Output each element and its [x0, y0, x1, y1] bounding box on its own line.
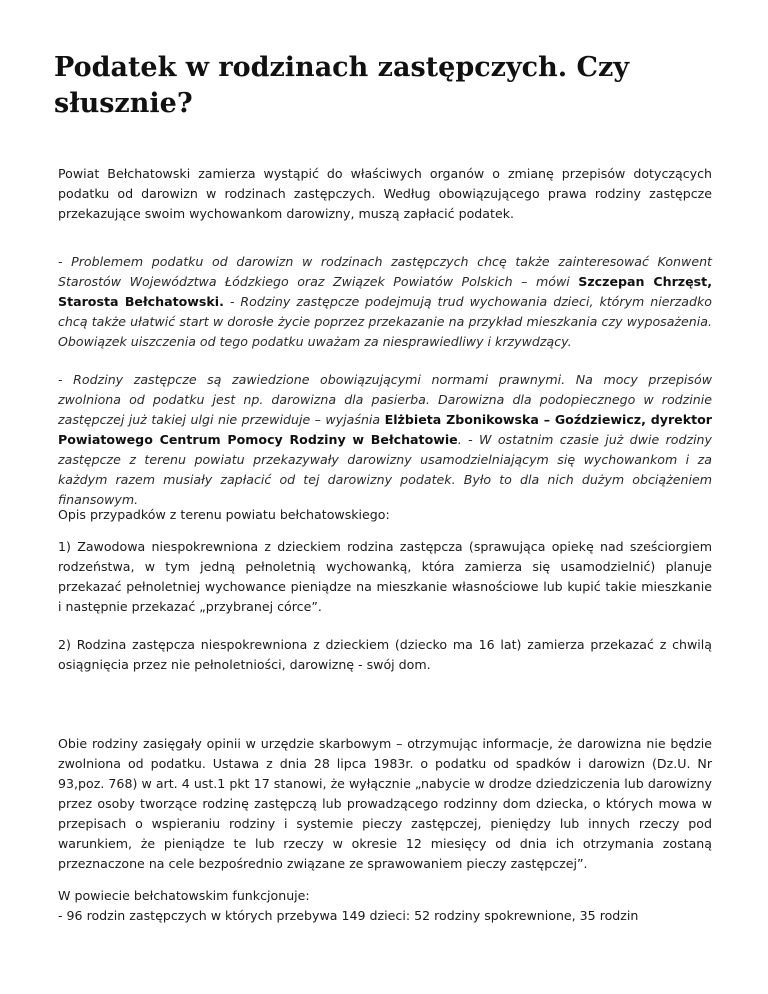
- title-line-1: Podatek w rodzinach zastępczych. Czy: [54, 52, 630, 83]
- statistics-line-2: - 96 rodzin zastępczych w których przebywa 149 dzieci: 52 rodziny spokrewnione, 35 rodzin: [58, 908, 639, 923]
- quote-starosta-speaker: Szczepan Chrzęst, Starosta Bełchatowski.: [58, 274, 712, 309]
- quote-director-paragraph: [58, 370, 712, 510]
- statistics-paragraph: [58, 886, 712, 926]
- quote-starosta-paragraph: [58, 252, 712, 352]
- quote-starosta-text-1: - Problemem podatku od darowizn w rodzinach zastępczych chcę także zainteresować Konwent Starostów Województwa Łódzkiego oraz Związek Powiatów Polskich – mówi: [58, 254, 712, 289]
- intro-paragraph: Powiat Bełchatowski zamierza wystąpić do właściwych organów o zmianę przepisów dotyczących podatku od darowizn w rodzinach zastępczych. Według obowiązującego prawa rodziny zastępcze przekazujące swoim wychowankom darowizny, muszą zapłacić podatek.: [58, 166, 712, 221]
- page-title: [54, 50, 694, 122]
- case-1-paragraph: 1) Zawodowa niespokrewniona z dzieckiem rodzina zastępcza (sprawująca opiekę nad sześciorgiem rodzeństwa, w tym jedną pełnoletnią wychowanką, która zamierza się usamodzielnić) planuje przekazać pełnoletniej wychowance pieniądze na mieszkanie własnościowe lub kupić takie mieszkanie i następnie przekazać „przybranej córce”.: [58, 539, 712, 614]
- title-line-2: słusznie?: [54, 88, 193, 119]
- tax-office-paragraph: Obie rodziny zasięgały opinii w urzędzie skarbowym – otrzymując informacje, że darowizna nie będzie zwolniona od podatku. Ustawa z dnia 28 lipca 1983r. o podatku od spadków i darowizn (Dz.U. Nr 93,poz. 768) w art. 4 ust.1 pkt 17 stanowi, że wyłącznie „nabycie w drodze dziedziczenia lub darowizny przez osoby tworzące rodzinę zastępczą lub prowadzącego rodzinny dom dziecka, o których mowa w przepisach o wspieraniu rodziny i systemie pieczy zastępczej, pieniędzy lub innych rzeczy pod warunkiem, że pieniądze te lub rzeczy w okresie 12 miesięcy od dnia ich otrzymania zostaną przeznaczone na cele bezpośrednio związane ze sprawowaniem pieczy zastępczej”.: [58, 736, 712, 871]
- quote-starosta-text-2: - Rodziny zastępcze podejmują trud wychowania dzieci, którym nierzadko chcą także ułatwić start w dorosłe życie poprzez przekazanie na przykład mieszkania czy wyposażenia. Obowiązek uiszczenia od tego podatku uważam za niesprawiedliwy i krzywdzący.: [58, 294, 712, 349]
- quote-director-speaker: Elżbieta Zbonikowska – Goździewicz, dyrektor Powiatowego Centrum Pomocy Rodziny w Bełchatowie: [58, 412, 712, 447]
- cases-heading: Opis przypadków z terenu powiatu bełchatowskiego:: [58, 507, 390, 522]
- case-2-paragraph: 2) Rodzina zastępcza niespokrewniona z dzieckiem (dziecko ma 16 lat) zamierza przekazać z chwilą osiągnięcia przez nie pełnoletniości, darowiznę - swój dom.: [58, 637, 712, 672]
- quote-director-text-1: - Rodziny zastępcze są zawiedzione obowiązującymi normami prawnymi. Na mocy przepisów zwolniona od podatku jest np. darowizna dla pasierba. Darowizna dla podopiecznego w rodzinie zastępczej już takiej ulgi nie przewiduje – wyjaśnia: [58, 372, 712, 427]
- quote-director-text-2: . - W ostatnim czasie już dwie rodziny zastępcze z terenu powiatu przekazywały darowizny usamodzielniającym się wychowankom i za każdym razem musiały zapłacić od tej darowizny podatek. Było to dla nich dużym obciążeniem finansowym.: [58, 432, 712, 507]
- statistics-line-1: W powiecie bełchatowskim funkcjonuje:: [58, 888, 310, 903]
